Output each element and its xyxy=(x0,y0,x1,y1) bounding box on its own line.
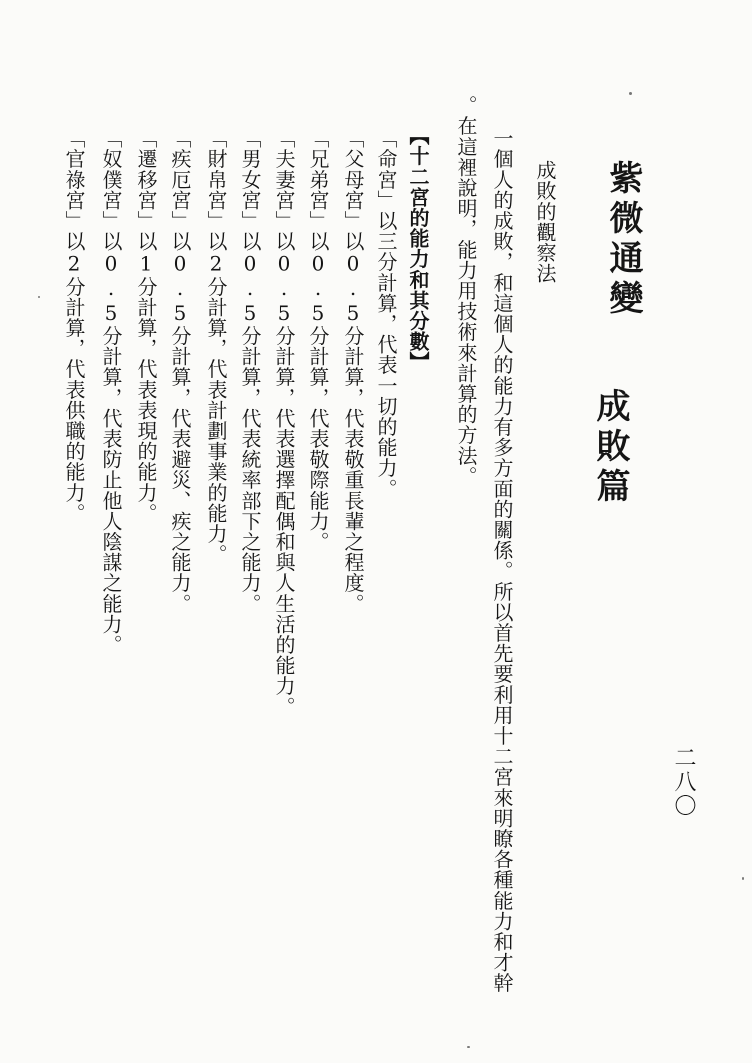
scan-speck xyxy=(629,92,632,95)
intro-paragraph-line: 。在這裡說明，能力用技術來計算的方法。 xyxy=(454,95,478,487)
palace-score-item: 「奴僕宮」以0.5分計算，代表防止他人陰謀之能力。 xyxy=(99,128,123,655)
intro-paragraph-line: 一個人的成敗，和這個人的能力有多方面的關係。所以首先要利用十二宮來明瞭各種能力和才幹 xyxy=(490,128,514,994)
palace-score-item: 「兄弟宮」以0.5分計算，代表敬際能力。 xyxy=(306,128,330,552)
scan-speck xyxy=(742,877,744,880)
page-number: 二八〇 xyxy=(671,746,696,818)
palace-score-item: 「財帛宮」以2分計算，代表計劃事業的能力。 xyxy=(204,128,228,565)
palace-score-item: 「官祿宮」以2分計算，代表供職的能力。 xyxy=(62,128,86,524)
palace-score-item: 「男女宮」以0.5分計算，代表統率部下之能力。 xyxy=(238,128,262,614)
palace-score-item: 「夫妻宮」以0.5分計算，代表選擇配偶和與人生活的能力。 xyxy=(272,128,296,717)
palace-score-item: 「遷移宮」以1分計算，代表表現的能力。 xyxy=(134,128,158,524)
section-title: 成敗的觀察法 xyxy=(533,160,557,284)
palace-score-item: 「疾厄宮」以0.5分計算，代表避災、疾之能力。 xyxy=(168,128,192,614)
scores-heading: 【十二宮的能力和其分數】 xyxy=(406,125,430,373)
chapter-title: 成敗篇 xyxy=(590,388,630,508)
book-title: 紫微通變 xyxy=(603,160,643,320)
palace-score-item: 「命宮」以三分計算，代表一切的能力。 xyxy=(374,128,398,499)
palace-score-item: 「父母宮」以0.5分計算，代表敬重長輩之程度。 xyxy=(341,128,365,614)
scan-speck xyxy=(467,1046,470,1048)
scan-speck xyxy=(38,296,40,298)
